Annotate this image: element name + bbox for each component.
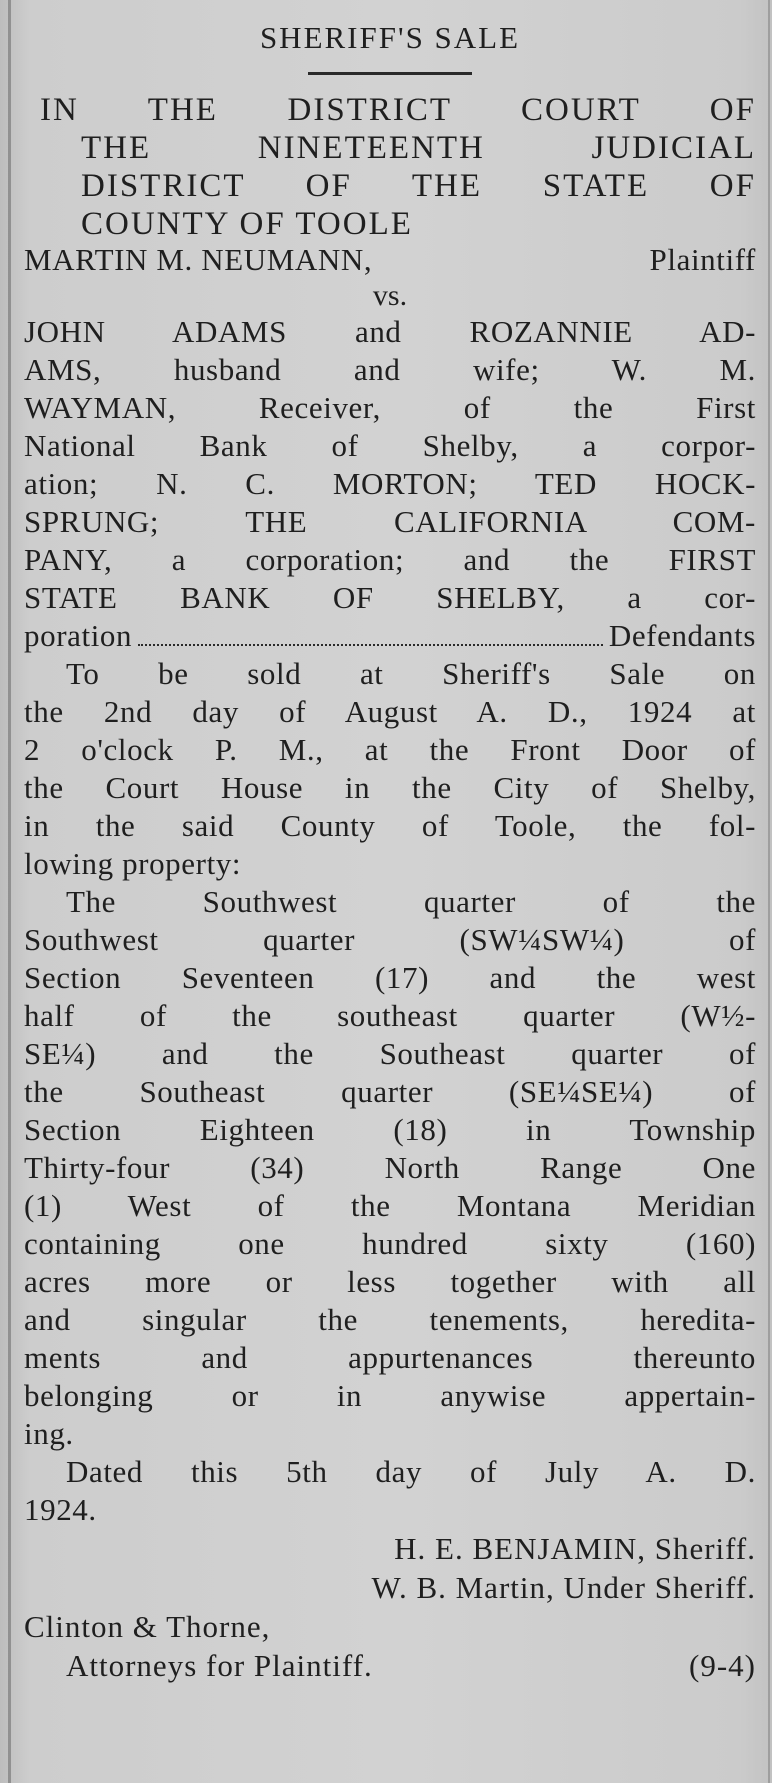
- property-line: Southwest quarter (SW¼SW¼) of: [24, 922, 756, 957]
- sale-line: lowing property:: [24, 846, 242, 881]
- versus: vs.: [372, 279, 408, 312]
- under-sheriff-signature: W. B. Martin, Under Sheriff.: [371, 1570, 756, 1605]
- property-line: Thirty-four (34) North Range One: [24, 1150, 756, 1185]
- property-line: The Southwest quarter of the: [66, 884, 756, 919]
- property-line: the Southeast quarter (SE¼SE¼) of: [24, 1074, 756, 1109]
- property-line: Section Seventeen (17) and the west: [24, 960, 756, 995]
- sale-line: in the said County of Toole, the fol-: [24, 808, 756, 843]
- sale-line: 2 o'clock P. M., at the Front Door of: [24, 732, 756, 767]
- defendant-last-line: [24, 617, 756, 655]
- property-line: containing one hundred sixty (160): [24, 1226, 756, 1261]
- plaintiff-name: MARTIN M. NEUMANN,: [24, 242, 373, 277]
- defendant-line: STATE BANK OF SHELBY, a cor-: [24, 580, 756, 615]
- attorneys-line: [24, 1646, 756, 1685]
- dot-leaders: [138, 617, 603, 646]
- sale-line: the Court House in the City of Shelby,: [24, 770, 756, 805]
- property-line: ments and appurtenances thereunto: [24, 1340, 756, 1375]
- court-line: COUNTY OF TOOLE: [81, 206, 413, 242]
- defendant-last-text: poration: [24, 618, 133, 653]
- column-rule-right: [768, 0, 770, 1783]
- court-caption: [24, 91, 756, 243]
- defendant-line: National Bank of Shelby, a corpor-: [24, 428, 756, 463]
- legal-notice: [24, 12, 756, 1685]
- sale-paragraph: [24, 655, 756, 883]
- heading-rule: [308, 72, 472, 75]
- defendants-role: Defendants: [608, 618, 756, 653]
- defendant-line: PANY, a corporation; and the FIRST: [24, 542, 756, 577]
- notice-heading: SHERIFF'S SALE: [259, 20, 521, 55]
- sale-line: the 2nd day of August A. D., 1924 at: [24, 694, 756, 729]
- property-line: ing.: [24, 1416, 74, 1451]
- sheriff-signature: H. E. BENJAMIN, Sheriff.: [394, 1531, 756, 1566]
- attorneys-role: Attorneys for Plaintiff.: [66, 1648, 373, 1683]
- property-line: and singular the tenements, heredita-: [24, 1302, 756, 1337]
- defendant-line: WAYMAN, Receiver, of the First: [24, 390, 756, 425]
- property-line: belonging or in anywise appertain-: [24, 1378, 756, 1413]
- court-line: THE NINETEENTH JUDICIAL: [81, 130, 756, 166]
- defendant-line: SPRUNG; THE CALIFORNIA COM-: [24, 504, 756, 539]
- property-line: half of the southeast quarter (W½-: [24, 998, 756, 1033]
- property-paragraph: [24, 883, 756, 1453]
- attorneys-firm: Clinton & Thorne,: [24, 1609, 271, 1644]
- property-line: Section Eighteen (18) in Township: [24, 1112, 756, 1147]
- court-line: DISTRICT OF THE STATE OF: [81, 168, 756, 204]
- defendant-line: JOHN ADAMS and ROZANNIE AD-: [24, 314, 756, 349]
- publication-code: (9-4): [689, 1648, 756, 1683]
- defendant-line: AMS, husband and wife; W. M.: [24, 352, 756, 387]
- plaintiff-line: [24, 241, 756, 279]
- dated-paragraph: [24, 1453, 756, 1529]
- plaintiff-role: Plaintiff: [649, 242, 756, 277]
- dated-line: 1924.: [24, 1492, 97, 1527]
- column-rule-left: [8, 0, 11, 1783]
- defendant-line: ation; N. C. MORTON; TED HOCK-: [24, 466, 756, 501]
- dated-line: Dated this 5th day of July A. D.: [66, 1454, 756, 1489]
- court-line: IN THE DISTRICT COURT OF: [40, 92, 756, 128]
- property-line: (1) West of the Montana Meridian: [24, 1188, 756, 1223]
- defendants-block: [24, 313, 756, 655]
- sale-line: To be sold at Sheriff's Sale on: [66, 656, 756, 691]
- property-line: acres more or less together with all: [24, 1264, 756, 1299]
- property-line: SE¼) and the Southeast quarter of: [24, 1036, 756, 1071]
